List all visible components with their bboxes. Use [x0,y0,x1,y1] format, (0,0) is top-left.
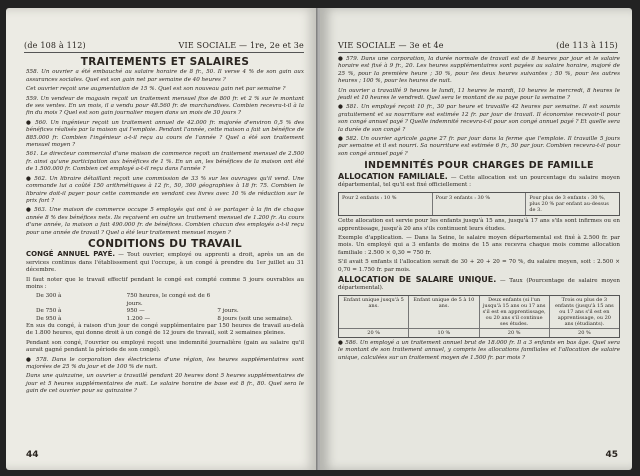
right-header-range: (de 113 à 115) [556,41,618,50]
unique-header-cell: Trois ou plus de 3 enfants (jusqu'à 15 ans ou 17 ans s'il est en apprentissage, ou 20 ans (étudiants). [549,296,619,328]
alloc-cell-3-children: Pour 3 enfants : 30 % [432,193,526,216]
unique-header-cell: Deux enfants (si l'un jusqu'à 15 ans ou 17 ans s'il est en apprentissage, ou 20 ans s'il continue ses études. [479,296,549,328]
unique-table-header-row [339,296,619,328]
conge-cell: 750 heures, le congé est de 6 jours. [126,293,211,307]
alloc-text: — Cette allocation est un pourcentage du salaire moyen départemental, tel qu'il est fixé officiellement : [338,174,620,189]
unique-subtitle: ALLOCATION DE SALAIRE UNIQUE. [338,274,497,284]
unique-paragraph [338,276,620,293]
unique-value-cell: 10 % [408,329,478,337]
problem-578: ● 578. Dans le corporation des électriciens d'une région, les heures supplémentaires sont majorées de 25 % du jour et de 100 % de nuit. [26,356,304,371]
right-running-header [338,36,618,53]
exemple-application-2: S'il avait 5 enfants il l'allocation serait de 30 + 20 + 20 = 70 %, du salaire moyen, soit : 2.500 × 0,70 = 1.750 fr. par mois. [338,259,620,273]
alloc-paragraph [338,173,620,190]
problem-559: 559. Un vendeur de magasin reçoit un traitement mensuel fixe de 800 fr. et 2 % sur le montant de ses ventes. En un mois, il a vendu pour 48.560 fr. de marchandises. Combien recevra-t-il à la fin du mois ? Quel est son gain journalier moyen dans un mois de 30 jours ? [26,95,304,117]
conge-cell: 1.200 — [126,315,151,322]
conge-row-3 [26,316,304,323]
section-title-indemnites: INDEMNITÉS POUR CHARGES DE FAMILLE [364,160,594,172]
problem-581: ● 581. Un employé reçoit 10 fr., 30 par heure et travaille 42 heures par semaine. Il est soumis gratuitement et sa nourriture est estimée 12 fr. par jour de travail. Il économise recevoir-il pour son congé annuel payé ? Quelle indemnité recevra-t-il pour son congé annuel payé ? Et quelle sera la durée de son congé ? [338,104,620,133]
unique-value-cell: 20 % [549,329,619,337]
section-title-salaires: TRAITEMENTS ET SALAIRES [80,56,250,68]
alloc-subtitle: ALLOCATION FAMILIALE. [338,171,448,181]
unique-header-cell: Enfant unique de 5 à 10 ans. [408,296,478,328]
problem-558-followup: Cet ouvrier reçoit une augmentation de 15 %. Quel est son nouveau gain net par semaine ? [26,86,286,93]
left-header-range: (de 108 à 112) [24,41,86,50]
problem-579: ● 579. Dans une corporation, la durée normale de travail est de 8 heures par jour et le salaire horaire est fixé à 9 fr., 20. Les heures supplémentaires sont payées au salaire horaire, majoré de 25 %, pour la première heure ; 30 %, pour les deux heures suivantes ; 50 %, pour les autres heures ; 100 %, pour les heures de nuit. [338,56,620,85]
conge-note: En sus du congé, à raison d'un jour de congé supplémentaire par 150 heures de travail au-delà de 1.800 heures, qui donne droit à un congé de 12 jours de travail, soit 2 semaines pleines. [26,323,304,337]
conge-row-1 [26,293,304,308]
conge-cell: 7 jours. [217,308,239,315]
problem-563: ● 563. Une maison de commerce occupe 5 employés qui ont à se partager à la fin de chaque année 8 % des bénéfices nets. Ils reçoivent en outre un traitement mensuel de 1.200 fr. Au cours d'une année, la maison a fait 490.000 fr. de bénéfices. Combien chacun des employés a-t-il reçu pour une année de travail ? Quel a été leur traitement mensuel moyen ? [26,207,304,236]
conge-text: — Tout ouvrier, employé ou apprenti a droit, après un an de services continus dans l'établissement qui l'occupe, à un congé à prendre du 1er juillet au 31 décembre. [26,252,305,274]
problem-579-followup: Un ouvrier a travaillé 9 heures le lundi, 11 heures le mardi, 10 heures le mercredi, 8 heures le jeudi et 10 heures le vendredi. Quel sera le montant de sa paye pour la semaine ? [338,87,620,102]
unique-header-cell: Enfant unique jusqu'à 5 ans. [343,296,404,309]
conge-cell: 8 jours (soit une semaine). [217,315,293,322]
unique-value-cell: 20 % [479,329,549,337]
conge-subtitle: CONGÉ ANNUEL PAYÉ. [26,250,116,259]
conge-cell: De 950 à [36,315,62,322]
conge-cell: De 300 à [36,293,62,300]
problem-582: ● 582. Un ouvrier agricole gagne 27 fr. par jour dans la ferme que l'emploie. Il travaille 5 jours par semaine et il est nourri. Sa nourriture est estimée 6 fr., 50 par jour. Combien recevra-t-il pour son congé annuel payé ? [338,136,620,157]
left-content [26,56,304,398]
problem-561: 561. Le directeur commercial d'une maison de commerce reçoit un traitement mensuel de 2.500 fr. ainsi qu'une participation aux bénéfices de 1 %. En un an, les bénéfices de la maison ont été de 1.500.000 fr. Combien cet employé a-t-il reçu dans l'année ? [26,151,304,173]
right-page [320,8,632,470]
conge-cell: 950 — [126,308,145,315]
section-title-conditions: CONDITIONS DU TRAVAIL [87,237,243,250]
left-header-section: VIE SOCIALE — 1re, 2e et 3e [178,41,304,50]
alloc-cell-2-children: Pour 2 enfants : 10 % [342,194,397,201]
conge-paragraph [26,251,304,274]
conge-cell [217,293,304,308]
unique-value-cell: 20 % [367,329,380,336]
conge-cell: De 750 à [36,308,62,315]
alloc-table [338,192,620,217]
problem-578-followup: Dans une quinzaine, un ouvrier a travaillé pendant 20 heures dont 5 heures supplémentaires de jour et 5 heures supplémentaires de nuit. Le salaire horaire de base est 8 fr., 80. Quel sera le gain de cet ouvrier pour sa quinzaine ? [26,373,304,395]
unique-table [338,295,620,338]
left-page-number: 44 [26,450,39,460]
right-page-number: 45 [605,450,618,460]
problem-558: 558. Un ouvrier a été embauché au salaire horaire de 8 fr., 50. Il verse 4 % de son gain aux assurances sociales. Quel est son gain net par semaine de 40 heures ? [26,69,304,83]
problem-560: ● 560. Un ingénieur reçoit un traitement annuel de 42.000 fr. majorée d'environ 0,5 % des bénéfices réalisés par la maison qui l'emploie. Pendant l'année, cette maison a fait un bénéfice de 885.000 fr. Combien l'ingénieur a-t-il reçu au cours de l'année ? Quel a été son traitement mensuel moyen ? [26,119,304,149]
alloc-note: Cette allocation est servie pour les enfants jusqu'à 15 ans, jusqu'à 17 ans s'ils sont infirmes ou en apprentissage, jusqu'à 20 ans s'ils continuent leurs études. [338,218,620,232]
conge-text-2: Il faut noter que le travail effectif pendant le congé est compté comme 5 jours ouvrables au moins : [26,276,304,290]
right-content [338,56,620,364]
conge-row-2 [26,308,304,315]
right-header-section: VIE SOCIALE — 3e et 4e [338,41,444,50]
problem-586: ● 586. Un employé a un traitement annuel brut de 18.000 fr. Il a 3 enfants en bas âge. Quel sera le montant de son traitement annuel, y compris les allocations familiales et l'allocation de salaire unique, calculées sur un traitement moyen de 1.500 fr. par mois ? [338,339,620,361]
left-running-header [24,36,304,53]
left-page [6,8,318,470]
unique-table-value-row [339,328,619,337]
problem-562: ● 562. Un libraire détaillant reçoit une commission de 33 % sur les ouvrages qu'il vend. Une commande lui a coûté 150 arithmétiques à 12 fr., 50, 300 géographies à 18 fr. 75. Combien le libraire doit-il payer pour cette commande en vendant ces livres avec 10 % de réduction sur le prix fort ? [26,175,304,204]
conge-note-2: Pendant son congé, l'ouvrier ou employé reçoit une indemnité journalière (gain au salaire qu'il aurait gagné pendant la période de son congé). [26,339,304,354]
exemple-application: Exemple d'application. — Dans la Seine, le salaire moyen départemental est fixé à 2.500 fr. par mois. Un employé qui a 3 enfants de moins de 15 ans recevra chaque mois comme allocation familiale : 2.500 × 0,30 = 750 fr. [338,234,620,256]
alloc-cell-more-children: Pour plus de 3 enfants : 30 %, plus 20 % par enfant au-dessus de 3. [525,193,619,216]
unique-text: — Taux (Pourcentage de salaire moyen départemental). [338,277,621,292]
